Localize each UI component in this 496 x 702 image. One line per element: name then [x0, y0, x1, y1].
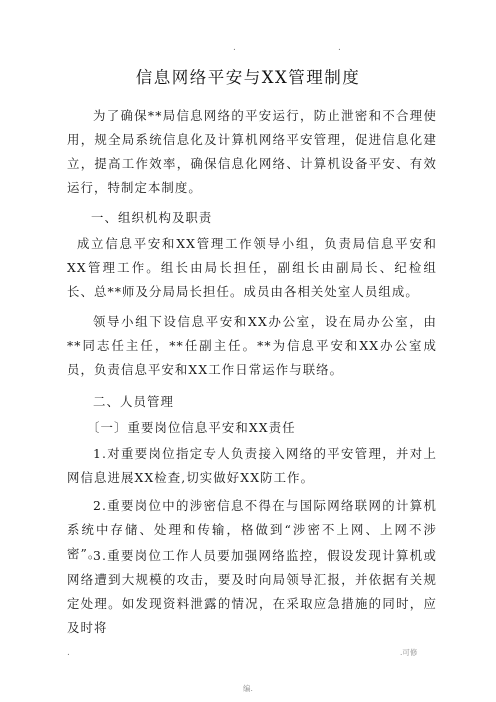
header-dot-left: .	[233, 43, 236, 53]
header-dot-right: .	[338, 43, 341, 53]
footer-dot: .	[67, 648, 70, 658]
paragraph-text: 3.重要岗位工作人员要加强网络监控，假设发现计算机或网络遭到大规模的攻击，要及时向局领导汇报，并依据有关规定处理。如发现资料泄露的情况，在采取应急措施的同时，应及时将	[67, 548, 437, 635]
paragraph-item-1	[67, 442, 437, 490]
footer-center-note: 编.	[243, 684, 253, 693]
paragraph-office	[67, 310, 437, 382]
section-heading-2	[67, 390, 437, 414]
paragraph-text: 2.重要岗位中的涉密信息不得在与国际网络联网的计算机系统中存储、处理和传输，格做到“涉密不上网、上网不涉密”。	[67, 498, 437, 561]
paragraph-text: 1.对重要岗位指定专人负责接入网络的平安管理，并对上网信息进展XX检查,切实做好XX防工作。	[67, 446, 437, 485]
subsection-heading	[67, 416, 437, 440]
paragraph-text: 领导小组下设信息平安和XX办公室，设在局办公室，由**同志任主任，**任副主任。**为信息平安和XX办公室成员，负责信息平安和XX工作日常运作与联络。	[67, 314, 437, 377]
paragraph-text: 为了确保**局信息网络的平安运行，防止泄密和不合理使用，规全局系统信息化及计算机网络平安管理，促进信息化建立，提高工作效率，确保信息化网络、计算机设备平安、有效运行，特制定本制度。	[67, 108, 437, 195]
paragraph-text: 成立信息平安和XX管理工作领导小组，负责局信息平安和XX管理工作。组长由局长担任，副组长由副局长、纪检组长、总**师及分局局长担任。成员由各相关处室人员组成。	[67, 236, 437, 299]
document-title: 信息网络平安与XX管理制度	[135, 68, 361, 87]
section-heading-text: 二、人员管理	[93, 394, 174, 409]
footer-right-note: .可修	[400, 648, 418, 657]
subsection-heading-text: 〔一〕重要岗位信息平安和XX责任	[87, 420, 296, 435]
paragraph-item-3	[67, 544, 437, 640]
paragraph-intro	[67, 104, 437, 200]
paragraph-org	[67, 232, 437, 304]
section-heading-text: 一、组织机构及职责	[91, 210, 213, 225]
section-heading-1	[67, 206, 437, 230]
